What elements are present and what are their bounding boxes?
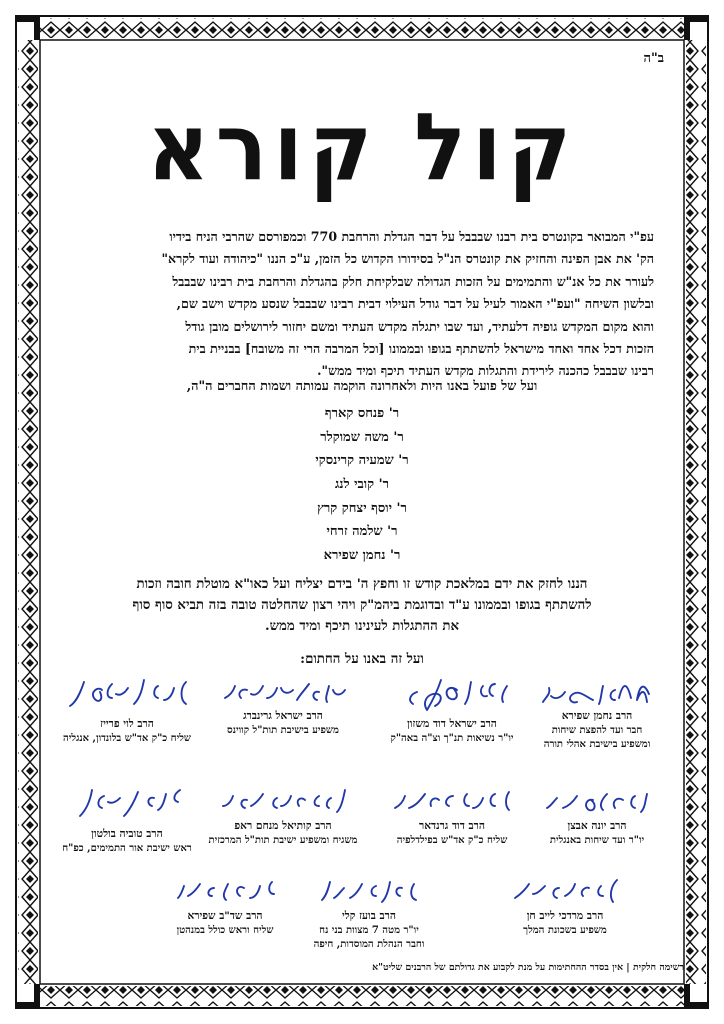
signatory-role: יו"ר מטה 7 מצוות בני נח bbox=[319, 925, 419, 936]
signatory-9 bbox=[490, 872, 640, 936]
page-title: קול קורא bbox=[146, 94, 578, 202]
handwritten-signature bbox=[505, 872, 625, 908]
signatory-name: הרב יונה אבצן bbox=[567, 820, 627, 832]
signatory-name: הרב לוי פרייז bbox=[100, 718, 154, 730]
bh-header: ב"ה bbox=[643, 51, 664, 66]
signatory-11 bbox=[150, 872, 300, 936]
signatory-role: יו"ר ועד שיחות באנגלית bbox=[549, 835, 645, 846]
intro-paragraph bbox=[70, 226, 654, 383]
handwritten-signature bbox=[314, 872, 424, 908]
closing-paragraph bbox=[60, 574, 664, 637]
signatory-3 bbox=[208, 672, 358, 736]
handwritten-signature bbox=[537, 672, 657, 708]
closing-line: את ההתגלות לעינינו תיכף ומיד ממש. bbox=[264, 619, 460, 634]
handwritten-signature bbox=[387, 782, 517, 818]
signatory-role: שליח כ"ק אד"ש בלונדון, אנגליה bbox=[63, 733, 191, 744]
handwritten-signature bbox=[213, 672, 353, 708]
member-name: ר' פנחס קארף bbox=[324, 406, 400, 421]
signatory-name: הרב מרדכי לייב חן bbox=[526, 910, 604, 922]
signatory-name: הרב שד"ב שפירא bbox=[187, 910, 263, 922]
signatory-role: משפיע בישיבת תות"ל קווינס bbox=[227, 725, 339, 736]
signatory-role: משפיע בשכונת המלך bbox=[523, 925, 607, 936]
member-name: ר' משה שמוקלר bbox=[320, 429, 404, 445]
member-name: ר' שלמה זרחי bbox=[326, 524, 398, 540]
signatory-10 bbox=[294, 872, 444, 950]
signatory-8 bbox=[52, 782, 202, 854]
members-list bbox=[60, 402, 664, 568]
handwritten-signature bbox=[387, 672, 517, 716]
signatory-name: הרב דוד גרנדאר bbox=[419, 820, 485, 832]
closing-line: להשתתף בגופו ובממונו ע"ד ובדוגמת ביהמ"ק ויהי רצון שהחלטה טובה בזה תביא סוף סוף bbox=[132, 598, 592, 613]
intro-line: עפ"י המבואר בקונטרס בית רבנו שבבבל על דבר הגדלת והרחבת 770 וכמפורסם שהרבי הניח בידיו bbox=[169, 229, 654, 244]
member-name: ר' נחמן שפירא bbox=[323, 548, 401, 564]
handwritten-signature bbox=[537, 782, 657, 818]
signatory-name: הרב ישראל גרינברג bbox=[243, 710, 323, 722]
signatory-name: הרב ישראל דוד משזון bbox=[407, 718, 497, 730]
signatory-2 bbox=[377, 672, 527, 744]
signatory-role: יו"ר נשיאות תנ"ך וצ"ה באה"ק bbox=[390, 733, 514, 744]
intro-line: הק' את אבן הפינה והחזיק את קונטרס הנ"ל בסידורו הקדוש כל הזמן, ע"כ הננו "כיהודה ועוד לקרא" bbox=[161, 251, 654, 267]
signatory-name: הרב קותיאל מנחם ראפ bbox=[234, 820, 332, 832]
signatory-role: משגיח ומשפיע ישיבת תות"ל המרכזית bbox=[208, 835, 358, 846]
signatory-1 bbox=[522, 672, 672, 750]
intro-line: והוא מקום המקדש גופיה דלעתיד, ועד שבו יתגלה מקדש העתיד ומשם יחזור לירושלים מובן גודל bbox=[185, 318, 654, 334]
signatory-role: שליח כ"ק אד"ש בפילדלפיה bbox=[396, 835, 508, 846]
closing-line: הננו לחזק את ידם במלאכת קודש זו וחפץ ה' בידם יצליח ועל כאו"א מוטלת חובה וזכות bbox=[136, 577, 588, 592]
signatory-name: הרב טוביה בולטון bbox=[91, 828, 163, 840]
intro-line: ובלשון השיחה "ועפ"י האמור לעיל על דבר גודל העילוי דבית רבינו שבבבל שנסע מקדש וישב שם, bbox=[176, 296, 654, 312]
members-lead: ועל של פועל באנו היות ולאחרונה הוקמה עמותה ושמות החברים ה"ה, bbox=[186, 379, 538, 394]
member-name: ר' קובי לנג bbox=[335, 477, 389, 493]
signatory-5 bbox=[522, 782, 672, 846]
footer-note: רשימה חלקית | אין בסדר ההחתימות על מנת לקבוע את גדולתם של הרבנים שליט"א bbox=[372, 962, 684, 973]
signatory-name: הרב נחמן שפירא bbox=[561, 710, 633, 722]
signatory-role: וחבר הנהלת המוסדות, חיפה bbox=[313, 939, 425, 950]
intro-line: הזכות דכל אחד ואחד מישראל להשתתף בגופו ובממונו [וכל המרבה הרי זה משובח] בבניית בית bbox=[188, 341, 654, 357]
signatory-role: שליח וראש כולל במנהטן bbox=[176, 925, 274, 936]
signatory-4 bbox=[52, 672, 202, 744]
member-name: ר' שמעיה קרינסקי bbox=[315, 453, 409, 469]
handwritten-signature bbox=[213, 782, 353, 818]
handwritten-signature bbox=[62, 672, 192, 716]
signatory-role: חבר ועד להפצת שיחות bbox=[551, 725, 643, 736]
handwritten-signature bbox=[62, 782, 192, 826]
signed-heading: ועל זה באנו על החתום: bbox=[300, 652, 424, 667]
signatory-7 bbox=[208, 782, 358, 846]
signatory-role: ומשפיע בישיבת אהלי תורה bbox=[543, 739, 651, 750]
signatory-name: הרב בועז קלי bbox=[342, 910, 396, 922]
handwritten-signature bbox=[170, 872, 280, 908]
signatory-6 bbox=[377, 782, 527, 846]
intro-line: לעורר את כל אנ"ש והתמימים על הזכות הגדולה שבלקיחת חלק בהגדלת והרחבת בית רבינו שבבבל bbox=[172, 273, 654, 289]
intro-line: רבינו שבבבל כהכנה לירידת והתגלות מקדש העתיד תיכף ומיד ממש". bbox=[317, 363, 654, 379]
signatory-role: ראש ישיבת אור התמימים, כפ"ח bbox=[62, 843, 192, 854]
member-name: ר' יוסף יצחק קרץ bbox=[317, 500, 407, 516]
